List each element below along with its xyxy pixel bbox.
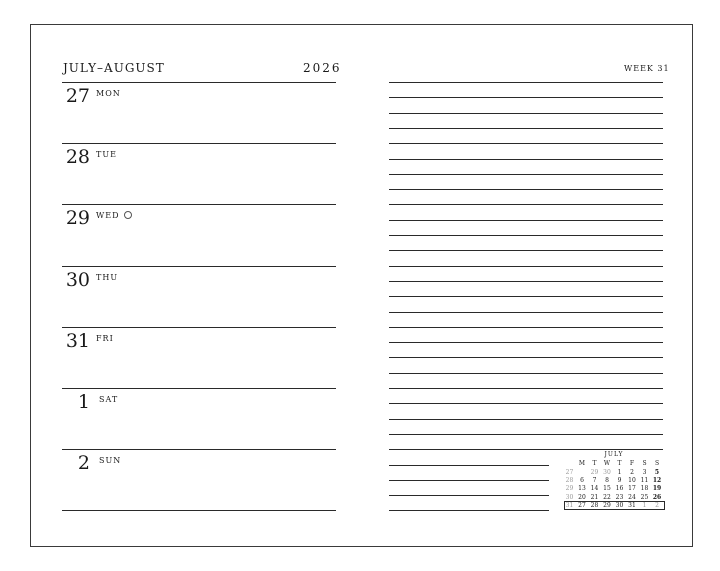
- mini-day: 30: [603, 469, 611, 476]
- month-range: JULY–AUGUST: [63, 61, 165, 75]
- note-line: [389, 480, 549, 481]
- note-line: [389, 266, 663, 267]
- mini-day: 29: [590, 469, 599, 476]
- mini-weekday: T: [617, 460, 622, 467]
- note-line: [389, 434, 663, 435]
- mini-day: 13: [578, 485, 586, 493]
- mini-day: 9: [617, 477, 622, 485]
- day-rule: [62, 204, 336, 205]
- note-line: [389, 342, 663, 343]
- mini-day: 26: [652, 493, 662, 501]
- mini-day: 28: [565, 477, 574, 485]
- day-number: 29: [65, 207, 90, 230]
- mini-day: 8: [605, 477, 609, 485]
- mini-day: 31: [565, 501, 574, 509]
- mini-day: 25: [640, 493, 649, 501]
- note-line: [389, 357, 663, 358]
- mini-day: 30: [615, 501, 624, 509]
- day-number: 28: [65, 146, 90, 169]
- mini-day: 15: [603, 485, 611, 493]
- mini-day: 22: [603, 493, 611, 501]
- note-line: [389, 174, 663, 175]
- day-number: 1: [77, 391, 90, 413]
- note-line: [389, 510, 549, 511]
- note-line: [389, 159, 663, 160]
- note-line: [389, 189, 663, 190]
- day-number: 2: [77, 452, 90, 475]
- mini-day: 5: [654, 469, 660, 476]
- mini-day: 11: [640, 477, 649, 485]
- note-line: [389, 113, 663, 114]
- mini-day: 19: [652, 485, 662, 493]
- mini-day: 14: [590, 485, 599, 493]
- mini-day: 16: [615, 485, 624, 493]
- mini-day: 18: [640, 485, 649, 493]
- day-rule: [62, 510, 336, 511]
- day-name: THU: [96, 272, 119, 282]
- mini-weekday: S: [642, 460, 647, 467]
- mini-day: 29: [565, 485, 574, 493]
- mini-day: 17: [628, 485, 636, 493]
- week-number: WEEK 31: [624, 64, 670, 73]
- mini-day: 2: [630, 469, 634, 476]
- day-name: MON: [96, 89, 121, 98]
- mini-weekday: F: [629, 460, 635, 467]
- mini-calendar-title: JULY: [604, 451, 624, 458]
- day-rule: [62, 388, 336, 389]
- mini-day: 6: [580, 477, 584, 485]
- note-line: [389, 312, 663, 313]
- mini-day: 3: [642, 469, 647, 476]
- note-line: [389, 327, 663, 328]
- day-name: SAT: [99, 395, 119, 404]
- mini-day: 29: [603, 501, 611, 509]
- note-line: [389, 388, 663, 389]
- note-line: [389, 143, 663, 144]
- mini-weekday: M: [578, 460, 586, 467]
- mini-weekday: S: [654, 460, 660, 467]
- note-line: [389, 373, 663, 374]
- note-line: [389, 220, 663, 221]
- day-name: TUE: [96, 150, 117, 160]
- day-rule: [62, 449, 336, 450]
- mini-weekday: T: [592, 460, 597, 467]
- mini-day: 2: [655, 501, 659, 509]
- day-rule: [62, 266, 336, 267]
- mini-day: 31: [628, 501, 636, 509]
- day-rule: [62, 143, 336, 144]
- day-rule: [62, 327, 336, 328]
- note-line: [389, 465, 549, 466]
- mini-day: 27: [565, 469, 574, 476]
- mini-day: 20: [578, 493, 586, 501]
- day-rule: [62, 82, 336, 83]
- mini-day: 7: [592, 477, 597, 485]
- day-name: SUN: [99, 456, 122, 466]
- mini-day: 1: [617, 469, 622, 476]
- mini-day: 28: [590, 501, 599, 509]
- day-name: WED: [96, 211, 120, 221]
- note-line: [389, 403, 663, 404]
- note-line: [389, 281, 663, 282]
- day-number: 27: [65, 85, 90, 107]
- mini-day: 27: [578, 501, 586, 509]
- note-line: [389, 235, 663, 236]
- note-line: [389, 250, 663, 251]
- mini-day: 10: [628, 477, 636, 485]
- mini-day: 1: [642, 501, 647, 509]
- note-line: [389, 495, 549, 496]
- note-line: [389, 296, 663, 297]
- year-label: 2026: [303, 61, 342, 75]
- note-line: [389, 82, 663, 83]
- mini-day: 23: [615, 493, 624, 501]
- mini-day: 21: [590, 493, 599, 501]
- mini-weekday: W: [603, 460, 611, 467]
- day-number: 31: [65, 329, 90, 352]
- note-line: [389, 419, 663, 420]
- day-name: FRI: [96, 333, 114, 343]
- mini-day: 12: [652, 477, 662, 485]
- note-line: [389, 128, 663, 129]
- note-line: [389, 97, 663, 98]
- mini-day: 30: [565, 493, 574, 501]
- note-line: [389, 204, 663, 205]
- day-number: 30: [65, 268, 90, 291]
- mini-day: 24: [628, 493, 636, 501]
